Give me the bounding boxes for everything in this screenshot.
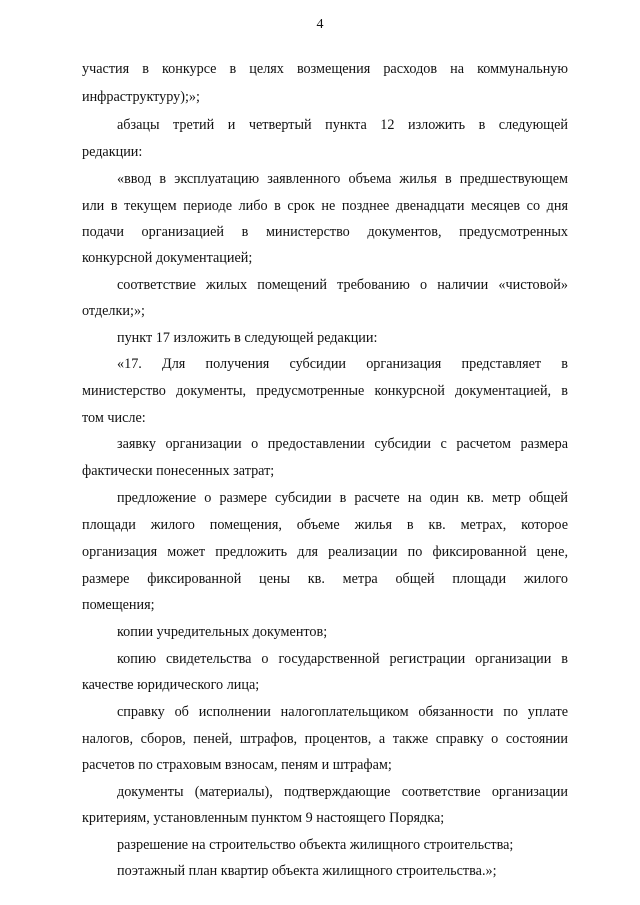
text-line: размере фиксированной цены кв. метра общей площади жилого (82, 571, 568, 587)
text-line: конкурсной документацией; (82, 250, 253, 266)
text-line: поэтажный план квартир объекта жилищного строительства.»; (117, 863, 497, 879)
text-line: подачи организацией в министерство документов, предусмотренных (82, 224, 568, 240)
text-line: копии учредительных документов; (117, 624, 328, 640)
text-line: качестве юридического лица; (82, 677, 260, 693)
text-line: заявку организации о предоставлении субсидии с расчетом размера (117, 436, 568, 452)
text-line: участия в конкурсе в целях возмещения расходов на коммунальную (82, 61, 568, 77)
text-line: фактически понесенных затрат; (82, 463, 275, 479)
text-line: критериям, установленным пунктом 9 настоящего Порядка; (82, 810, 445, 826)
text-line: организация может предложить для реализации по фиксированной цене, (82, 544, 568, 560)
text-line: расчетов по страховым взносам, пеням и штрафам; (82, 757, 392, 773)
text-line: «ввод в эксплуатацию заявленного объема жилья в предшествующем (117, 171, 568, 187)
text-line: налогов, сборов, пеней, штрафов, процентов, а также справку о состоянии (82, 731, 568, 747)
text-line: соответствие жилых помещений требованию о наличии «чистовой» (117, 277, 568, 293)
text-line: справку об исполнении налогоплательщиком обязанности по уплате (117, 704, 568, 720)
text-line: том числе: (82, 410, 146, 426)
text-line: редакции: (82, 144, 143, 160)
text-line: предложение о размере субсидии в расчете на один кв. метр общей (117, 490, 568, 506)
text-line: «17. Для получения субсидии организация представляет в (117, 356, 568, 372)
text-line: или в текущем периоде либо в срок не позднее двенадцати месяцев со дня (82, 198, 568, 214)
page-number: 4 (316, 17, 324, 32)
text-line: помещения; (82, 597, 155, 613)
text-line: площади жилого помещения, объеме жилья в кв. метрах, которое (82, 517, 568, 533)
text-line: копию свидетельства о государственной регистрации организации в (117, 651, 568, 667)
text-line: пункт 17 изложить в следующей редакции: (117, 330, 378, 346)
text-line: отделки;»; (82, 303, 145, 319)
text-line: министерство документы, предусмотренные конкурсной документацией, в (82, 383, 568, 399)
text-line: разрешение на строительство объекта жилищного строительства; (117, 837, 514, 853)
text-line: документы (материалы), подтверждающие соответствие организации (117, 784, 568, 800)
text-line: абзацы третий и четвертый пункта 12 изложить в следующей (117, 117, 568, 133)
text-line: инфраструктуру);»; (82, 89, 200, 105)
